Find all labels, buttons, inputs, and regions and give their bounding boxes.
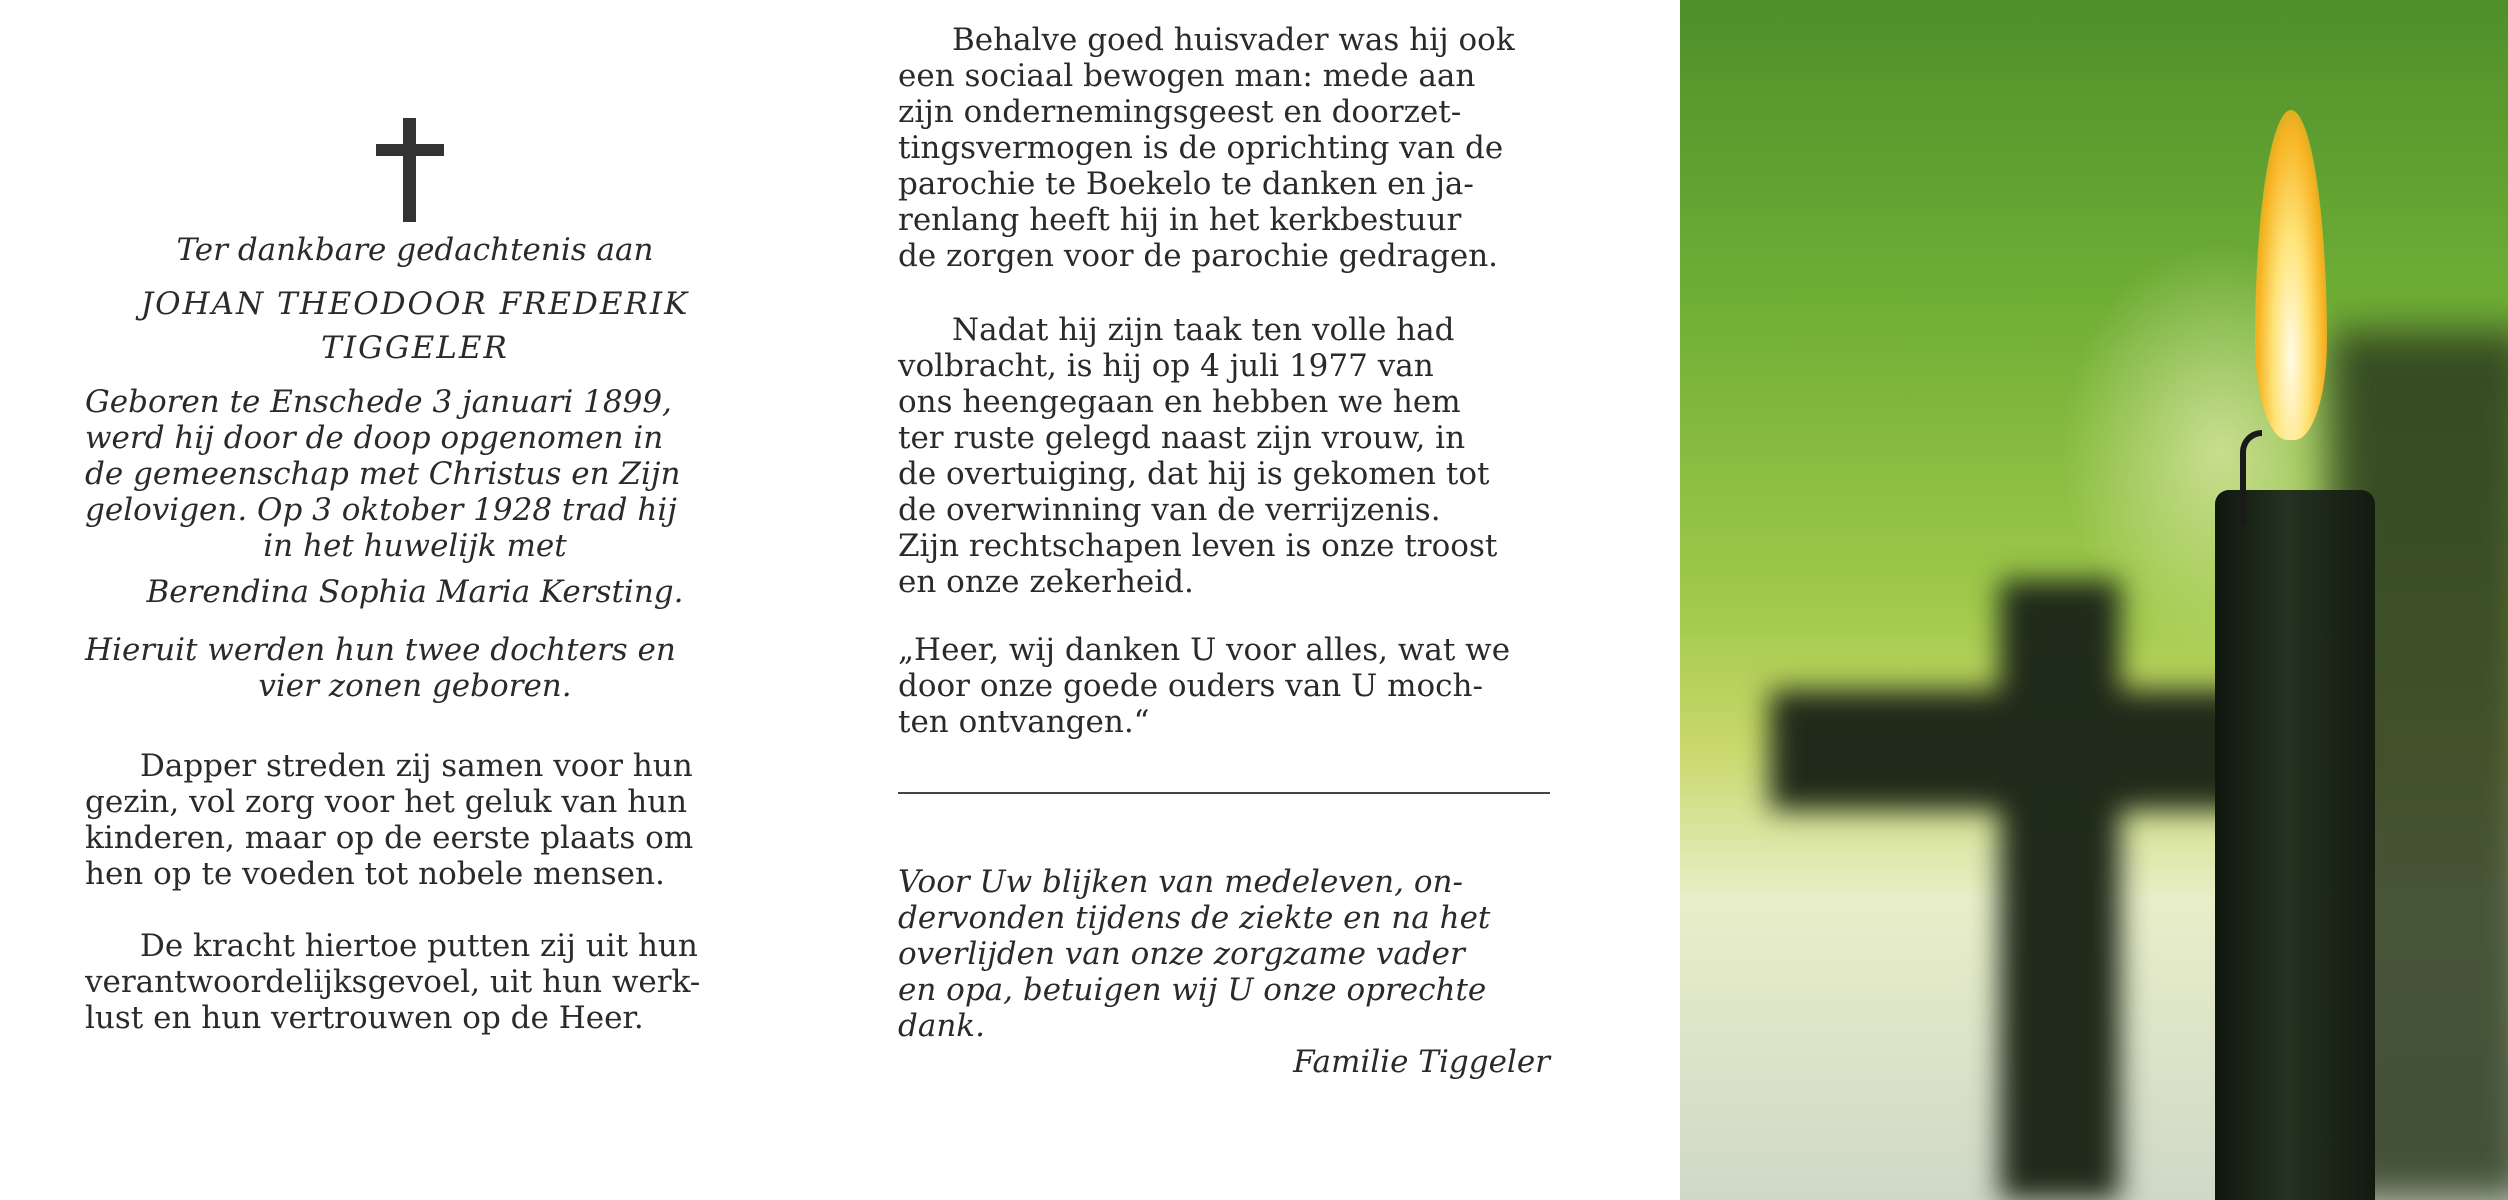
text-line: Dapper streden zij samen voor hun: [140, 748, 693, 784]
text-line: De kracht hiertoe putten zij uit hun: [140, 928, 698, 964]
cross-icon: [376, 118, 444, 222]
text-line: tingsvermogen is de oprichting van de: [898, 130, 1504, 166]
text-line: een sociaal bewogen man: mede aan: [898, 58, 1476, 94]
signature: Familie Tiggeler: [1293, 1044, 1550, 1080]
text-line: ons heengegaan en hebben we hem: [898, 384, 1461, 420]
candle-photo: [1680, 0, 2508, 1200]
text-line: volbracht, is hij op 4 juli 1977 van: [898, 348, 1434, 384]
text-line: gezin, vol zorg voor het geluk van hun: [85, 784, 688, 820]
divider: [898, 792, 1550, 794]
deceased-name-line1: JOHAN THEODOOR FREDERIK: [140, 286, 690, 322]
text-line: de overtuiging, dat hij is gekomen tot: [898, 456, 1490, 492]
text-line: hen op te voeden tot nobele mensen.: [85, 856, 665, 892]
thanks-line: Voor Uw blijken van medeleven, on-: [898, 864, 1463, 900]
memorial-heading: Ter dankbare gedachtenis aan: [176, 232, 654, 268]
quote-line: ten ontvangen.“: [898, 704, 1150, 740]
deceased-name-line2: TIGGELER: [321, 330, 509, 366]
text-line: werd hij door de doop opgenomen in: [85, 420, 664, 456]
quote-line: „Heer, wij danken U voor alles, wat we: [898, 632, 1511, 668]
text-line: Behalve goed huisvader was hij ook: [952, 22, 1515, 58]
thanks-line: dank.: [898, 1008, 985, 1044]
text-line: in het huwelijk met: [263, 528, 567, 564]
text-line: gelovigen. Op 3 oktober 1928 trad hij: [85, 492, 677, 528]
candle-wick: [2240, 430, 2262, 526]
thanks-line: en opa, betuigen wij U onze oprechte: [898, 972, 1487, 1008]
quote-line: door onze goede ouders van U moch-: [898, 668, 1483, 704]
text-line: renlang heeft hij in het kerkbestuur: [898, 202, 1462, 238]
text-line: kinderen, maar op de eerste plaats om: [85, 820, 694, 856]
text-line: en onze zekerheid.: [898, 564, 1194, 600]
candle-icon: [2215, 490, 2375, 1200]
middle-panel: [830, 0, 1680, 1200]
text-line: ter ruste gelegd naast zijn vrouw, in: [898, 420, 1466, 456]
text-line: Geboren te Enschede 3 januari 1899,: [85, 384, 672, 420]
text-line: de overwinning van de verrijzenis.: [898, 492, 1441, 528]
text-line: de zorgen voor de parochie gedragen.: [898, 238, 1499, 274]
left-panel: [0, 0, 830, 1200]
thanks-line: overlijden van onze zorgzame vader: [898, 936, 1465, 972]
text-line: parochie te Boekelo te danken en ja-: [898, 166, 1474, 202]
text-line: Nadat hij zijn taak ten volle had: [952, 312, 1455, 348]
text-line: lust en hun vertrouwen op de Heer.: [85, 1000, 644, 1036]
thanks-line: dervonden tijdens de ziekte en na het: [898, 900, 1491, 936]
spouse-name: Berendina Sophia Maria Kersting.: [146, 574, 684, 610]
text-line: Hieruit werden hun twee dochters en: [85, 632, 676, 668]
text-line: de gemeenschap met Christus en Zijn: [85, 456, 681, 492]
text-line: Zijn rechtschapen leven is onze troost: [898, 528, 1498, 564]
text-line: vier zonen geboren.: [258, 668, 572, 704]
flame-icon: [2255, 110, 2327, 440]
text-line: verantwoordelijksgevoel, uit hun werk-: [85, 964, 701, 1000]
blurred-cross-vertical: [2000, 580, 2120, 1200]
text-line: zijn ondernemingsgeest en doorzet-: [898, 94, 1462, 130]
